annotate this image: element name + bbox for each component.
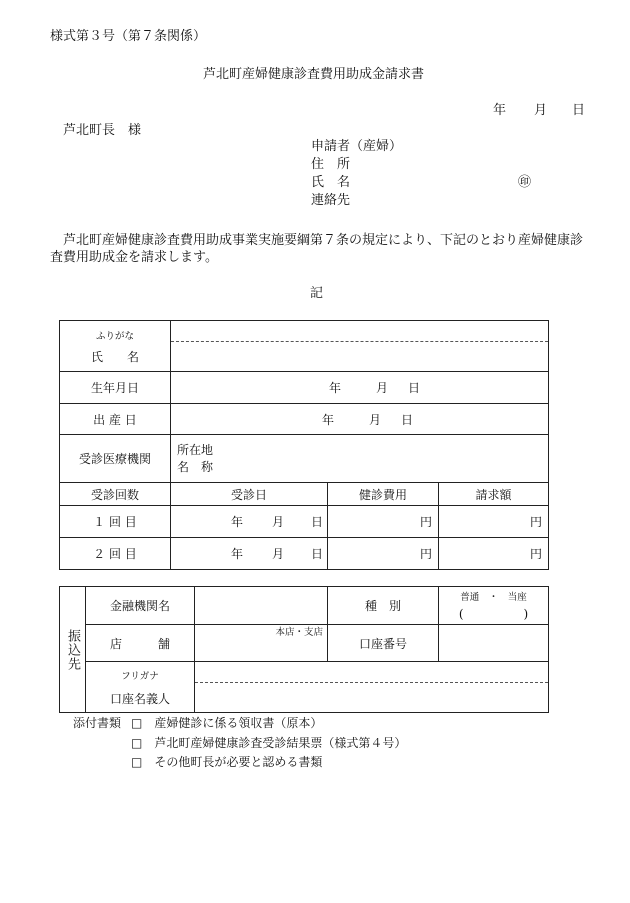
exam-cost-field[interactable]: 円 <box>328 538 439 570</box>
delivery-row <box>60 404 549 435</box>
page-title: 芦北町産婦健康診査費用助成金請求書 <box>203 67 425 82</box>
delivery-date-field[interactable] <box>171 404 549 435</box>
body-text-line2: 査費用助成金を請求します。 <box>50 250 218 265</box>
delivery-day: 日 <box>401 413 414 427</box>
form-number: 様式第３号（第７条関係） <box>50 29 207 44</box>
holder-furigana-field[interactable] <box>195 662 548 683</box>
birth-month: 月 <box>376 381 389 395</box>
name-label: 氏 名 <box>90 349 139 364</box>
delivery-year: 年 <box>322 413 335 427</box>
visits-header: 受診回数 <box>60 483 171 506</box>
type-label: 種 別 <box>328 587 439 625</box>
holder-row <box>60 662 549 713</box>
delivery-month: 月 <box>369 413 382 427</box>
birth-label: 生年月日 <box>60 372 171 404</box>
claim-amount-header: 請求額 <box>439 483 549 506</box>
name-value-cell[interactable] <box>171 321 549 372</box>
furigana-label: ふりがな <box>95 330 134 342</box>
visit2-day: 日 <box>311 547 324 561</box>
delivery-label: 出 産 日 <box>60 404 171 435</box>
visit-row <box>60 506 549 538</box>
date-day: 日 <box>572 103 586 118</box>
holder-value-cell[interactable] <box>195 662 549 713</box>
visit-label: ２ 回 目 <box>60 538 171 570</box>
visit2-year: 年 <box>231 547 244 561</box>
visit-date-field[interactable] <box>171 538 328 570</box>
institution-label: 受診医療機関 <box>60 435 171 483</box>
branch-label: 店 舗 <box>86 625 195 662</box>
branch-row <box>60 625 549 662</box>
birth-date-field[interactable] <box>171 372 549 404</box>
visit-date-field[interactable] <box>171 506 328 538</box>
claim-amount-field[interactable]: 円 <box>439 506 549 538</box>
attachment-item[interactable]: □ 芦北町産婦健康診査受診結果票（様式第４号） <box>131 736 407 750</box>
name-label-cell <box>60 321 171 372</box>
applicant-address-label: 住 所 <box>311 157 351 172</box>
visit1-day: 日 <box>311 515 324 529</box>
date-month: 月 <box>534 103 548 118</box>
applicant-contact-label: 連絡先 <box>311 193 351 208</box>
visit-label: １ 回 目 <box>60 506 171 538</box>
account-number-field[interactable] <box>439 625 549 662</box>
bank-table <box>59 586 549 713</box>
furikomi-label: 振込先 <box>65 628 80 671</box>
name-field[interactable] <box>171 342 548 371</box>
bank-row <box>60 587 549 625</box>
visit-date-header: 受診日 <box>171 483 328 506</box>
birth-day: 日 <box>408 381 421 395</box>
holder-label: 口座名義人 <box>109 691 170 706</box>
attachment-item[interactable]: □ その他町長が必要と認める書類 <box>131 755 323 769</box>
bank-field[interactable] <box>195 587 328 625</box>
visit1-month: 月 <box>272 515 285 529</box>
exam-cost-field[interactable]: 円 <box>328 506 439 538</box>
account-number-label: 口座番号 <box>328 625 439 662</box>
account-type-paren: ( ) <box>458 606 529 621</box>
account-type-field[interactable] <box>439 587 549 625</box>
holder-furigana-label: フリガナ <box>121 670 159 682</box>
institution-field[interactable] <box>171 435 549 483</box>
attachment-item[interactable]: □ 産婦健診に係る領収書（原本） <box>131 716 323 730</box>
branch-type-label: 本店・支店 <box>275 627 323 638</box>
furikomi-cell <box>60 587 86 713</box>
holder-label-cell <box>86 662 195 713</box>
visit2-month: 月 <box>272 547 285 561</box>
branch-field[interactable] <box>195 625 328 662</box>
holder-name-field[interactable] <box>195 683 548 712</box>
institution-name-label: 名 称 <box>177 459 214 474</box>
claim-amount-field[interactable]: 円 <box>439 538 549 570</box>
claim-table <box>59 320 549 570</box>
applicant-header: 申請者（産婦） <box>311 139 403 154</box>
birth-year: 年 <box>329 381 342 395</box>
name-row <box>60 321 549 372</box>
applicant-name-label: 氏 名 <box>311 175 351 190</box>
institution-row <box>60 435 549 483</box>
location-label: 所在地 <box>177 442 214 457</box>
seal-icon: ㊞ <box>518 175 532 190</box>
visit-row <box>60 538 549 570</box>
date-year: 年 <box>493 103 507 118</box>
exam-cost-header: 健診費用 <box>328 483 439 506</box>
ki-label: 記 <box>310 286 324 301</box>
visit1-year: 年 <box>231 515 244 529</box>
visits-header-row <box>60 483 549 506</box>
account-type-options: 普通 ・ 当座 <box>460 591 527 603</box>
attachments-label: 添付書類 <box>73 716 122 730</box>
addressee: 芦北町長 様 <box>63 123 142 138</box>
furigana-field[interactable] <box>171 321 548 342</box>
birth-row <box>60 372 549 404</box>
bank-label: 金融機関名 <box>86 587 195 625</box>
body-text-line1: 芦北町産婦健康診査費用助成事業実施要綱第７条の規定により、下記のとおり産婦健康診 <box>63 233 584 248</box>
